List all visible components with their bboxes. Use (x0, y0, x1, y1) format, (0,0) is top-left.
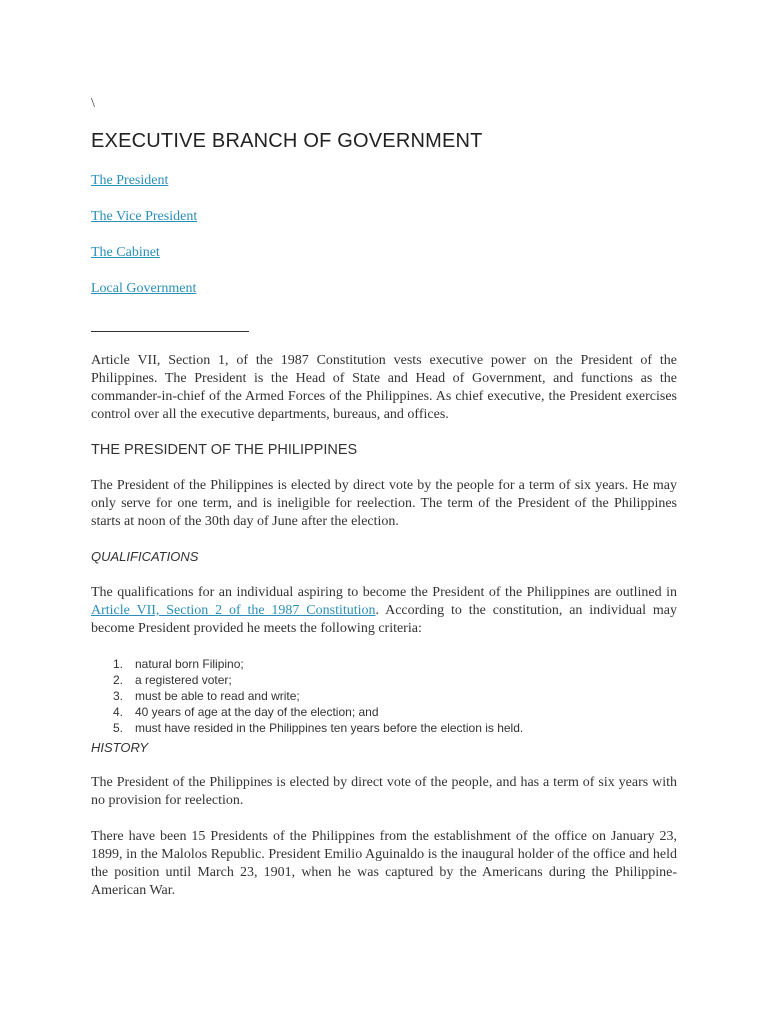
list-item (91, 704, 523, 720)
list-item-number: 2. (113, 673, 124, 687)
qualifications-heading: QUALIFICATIONS (91, 549, 199, 564)
qualifications-text-before: The qualifications for an individual aspiring to become the President of the Philippines are outlined in (91, 585, 677, 600)
history-paragraph-1: The President of the Philippines is elected by direct vote of the people, and has a term of six years with no provision for reelection. (91, 775, 677, 808)
qualifications-text-after: . According to the constitution, an individual may become President provided he meets the following criteria: (91, 603, 677, 636)
list-item (91, 688, 523, 704)
history-paragraph-2: There have been 15 Presidents of the Philippines from the establishment of the office on January 23, 1899, in the Malolos Republic. President Emilio Aguinaldo is the inaugural holder of the office and held the position until March 23, 1901, when he was captured by the Americans during the Philippine-American War. (91, 829, 677, 898)
horizontal-rule (91, 331, 249, 332)
list-item-number: 4. (113, 705, 124, 719)
toc-link-vice-president[interactable]: The Vice President (91, 209, 198, 224)
list-item-text: must be able to read and write; (135, 689, 300, 703)
page-title: EXECUTIVE BRANCH OF GOVERNMENT (91, 130, 483, 152)
list-item-number: 3. (113, 689, 124, 703)
toc-link-cabinet[interactable]: The Cabinet (91, 245, 160, 260)
list-item-text: a registered voter; (135, 673, 232, 687)
list-item-number: 1. (113, 657, 124, 671)
history-heading: HISTORY (91, 740, 149, 755)
qualifications-paragraph (91, 584, 677, 638)
list-item (91, 672, 523, 688)
president-term-paragraph: The President of the Philippines is elected by direct vote by the people for a term of six years. He may only serve for one term, and is ineligible for reelection. The term of the President of the Philippines starts at noon of the 30th day of June after the election. (91, 478, 677, 529)
toc-link-local-government[interactable]: Local Government (91, 281, 197, 296)
list-item (91, 720, 523, 736)
section-heading-president: THE PRESIDENT OF THE PHILIPPINES (91, 442, 358, 458)
list-item-text: natural born Filipino; (135, 657, 244, 671)
list-item-text: 40 years of age at the day of the election; and (135, 705, 379, 719)
intro-paragraph: Article VII, Section 1, of the 1987 Constitution vests executive power on the President of the Philippines. The President is the Head of State and Head of Government, and functions as the commander-in-chief of the Armed Forces of the Philippines. As chief executive, the President exercises control over all the executive departments, bureaus, and offices. (91, 353, 677, 422)
stray-backslash: \ (91, 96, 95, 111)
toc-link-president[interactable]: The President (91, 173, 169, 188)
list-item-number: 5. (113, 721, 124, 735)
criteria-list (91, 656, 523, 736)
list-item (91, 656, 523, 672)
list-item-text: must have resided in the Philippines ten years before the election is held. (135, 721, 524, 735)
constitution-article-link[interactable]: Article VII, Section 2 of the 1987 Constitution (91, 603, 376, 618)
